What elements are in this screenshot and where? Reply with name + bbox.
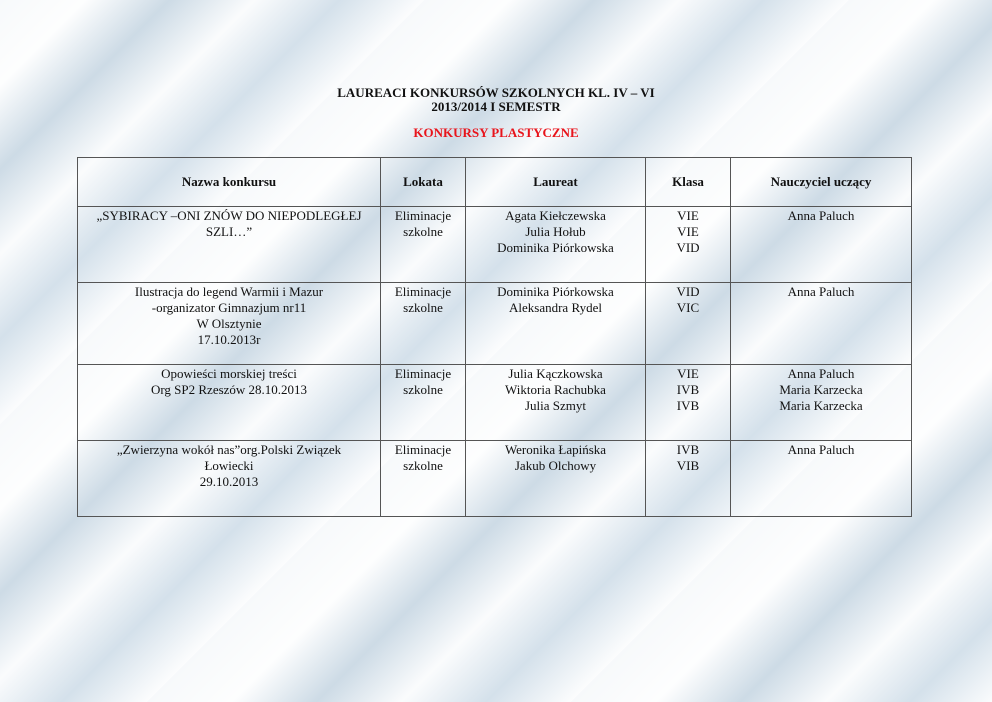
contest-cell-line: 17.10.2013r — [197, 332, 261, 347]
teacher-cell-line: Anna Paluch — [787, 366, 855, 381]
contest-cell-line: Łowiecki — [204, 458, 254, 473]
teacher-cell-line: Anna Paluch — [787, 208, 855, 223]
contest-cell-line: -organizator Gimnazjum nr11 — [151, 300, 307, 315]
contest-cell-line: Ilustracja do legend Warmii i Mazur — [134, 284, 324, 299]
laureate-cell — [466, 365, 646, 441]
contest-cell-line: „SYBIRACY –ONI ZNÓW DO NIEPODLEGŁEJ — [96, 208, 362, 223]
contest-cell-line: SZLI…” — [205, 224, 253, 239]
laureate-cell-line: Jakub Olchowy — [514, 458, 597, 473]
place-cell — [381, 365, 466, 441]
teacher-cell-line: Anna Paluch — [787, 442, 855, 457]
place-cell-line: szkolne — [403, 458, 443, 473]
class-cell-line: VID — [676, 284, 700, 299]
laureate-cell-line: Dominika Piórkowska — [497, 240, 614, 255]
class-cell-line: VIE — [677, 208, 699, 223]
table-header-row — [78, 158, 912, 207]
column-header-class: Klasa — [646, 158, 731, 207]
results-table — [77, 157, 912, 517]
table-row — [78, 283, 912, 365]
contest-cell-line: 29.10.2013 — [199, 474, 259, 489]
laureate-cell-line: Julia Kączkowska — [508, 366, 603, 381]
class-cell-line: VID — [676, 240, 700, 255]
class-cell-line: VIC — [676, 300, 700, 315]
contest-cell-line: W Olsztynie — [196, 316, 262, 331]
contest-cell-line: Org SP2 Rzeszów 28.10.2013 — [150, 382, 308, 397]
laureate-cell-line: Aleksandra Rydel — [509, 300, 602, 315]
column-header-laureate: Laureat — [466, 158, 646, 207]
laureate-cell-line: Julia Szmyt — [524, 398, 587, 413]
table-row — [78, 365, 912, 441]
class-cell — [646, 441, 731, 517]
class-cell-line: VIE — [677, 224, 699, 239]
contest-cell-line: Opowieści morskiej treści — [161, 366, 297, 381]
document-title: LAUREACI KONKURSÓW SZKOLNYCH KL. IV – VI — [337, 85, 655, 100]
place-cell-line: Eliminacje — [394, 208, 452, 223]
teacher-cell-line: Maria Karzecka — [779, 398, 863, 413]
section-title: KONKURSY PLASTYCZNE — [413, 125, 579, 140]
place-cell-line: Eliminacje — [394, 284, 452, 299]
class-cell-line: IVB — [676, 442, 700, 457]
laureate-cell-line: Wiktoria Rachubka — [505, 382, 606, 397]
contest-cell — [78, 441, 381, 517]
class-cell-line: IVB — [676, 398, 700, 413]
contest-cell-line: „Zwierzyna wokół nas”org.Polski Związek — [116, 442, 342, 457]
place-cell-line: szkolne — [403, 382, 443, 397]
class-cell-line: IVB — [676, 382, 700, 397]
place-cell — [381, 283, 466, 365]
class-cell — [646, 365, 731, 441]
laureate-cell — [466, 207, 646, 283]
class-cell — [646, 207, 731, 283]
contest-cell — [78, 207, 381, 283]
class-cell-line: VIB — [676, 458, 700, 473]
laureate-cell-line: Dominika Piórkowska — [497, 284, 614, 299]
contest-cell — [78, 283, 381, 365]
table-body — [78, 207, 912, 517]
teacher-cell — [731, 441, 912, 517]
place-cell-line: Eliminacje — [394, 366, 452, 381]
teacher-cell — [731, 283, 912, 365]
place-cell-line: szkolne — [403, 300, 443, 315]
column-header-contest: Nazwa konkursu — [78, 158, 381, 207]
teacher-cell — [731, 365, 912, 441]
laureate-cell-line: Agata Kiełczewska — [505, 208, 606, 223]
laureate-cell-line: Weronika Łapińska — [504, 442, 607, 457]
table-row — [78, 441, 912, 517]
class-cell-line: VIE — [677, 366, 699, 381]
table-row — [78, 207, 912, 283]
teacher-cell-line: Anna Paluch — [787, 284, 855, 299]
column-header-place: Lokata — [381, 158, 466, 207]
column-header-teacher: Nauczyciel uczący — [731, 158, 912, 207]
laureate-cell-line: Julia Hołub — [525, 224, 586, 239]
laureate-cell — [466, 283, 646, 365]
class-cell — [646, 283, 731, 365]
place-cell-line: szkolne — [403, 224, 443, 239]
teacher-cell-line: Maria Karzecka — [779, 382, 863, 397]
document-semester: 2013/2014 I SEMESTR — [431, 99, 561, 114]
laureate-cell — [466, 441, 646, 517]
place-cell — [381, 441, 466, 517]
teacher-cell — [731, 207, 912, 283]
place-cell — [381, 207, 466, 283]
place-cell-line: Eliminacje — [394, 442, 452, 457]
contest-cell — [78, 365, 381, 441]
